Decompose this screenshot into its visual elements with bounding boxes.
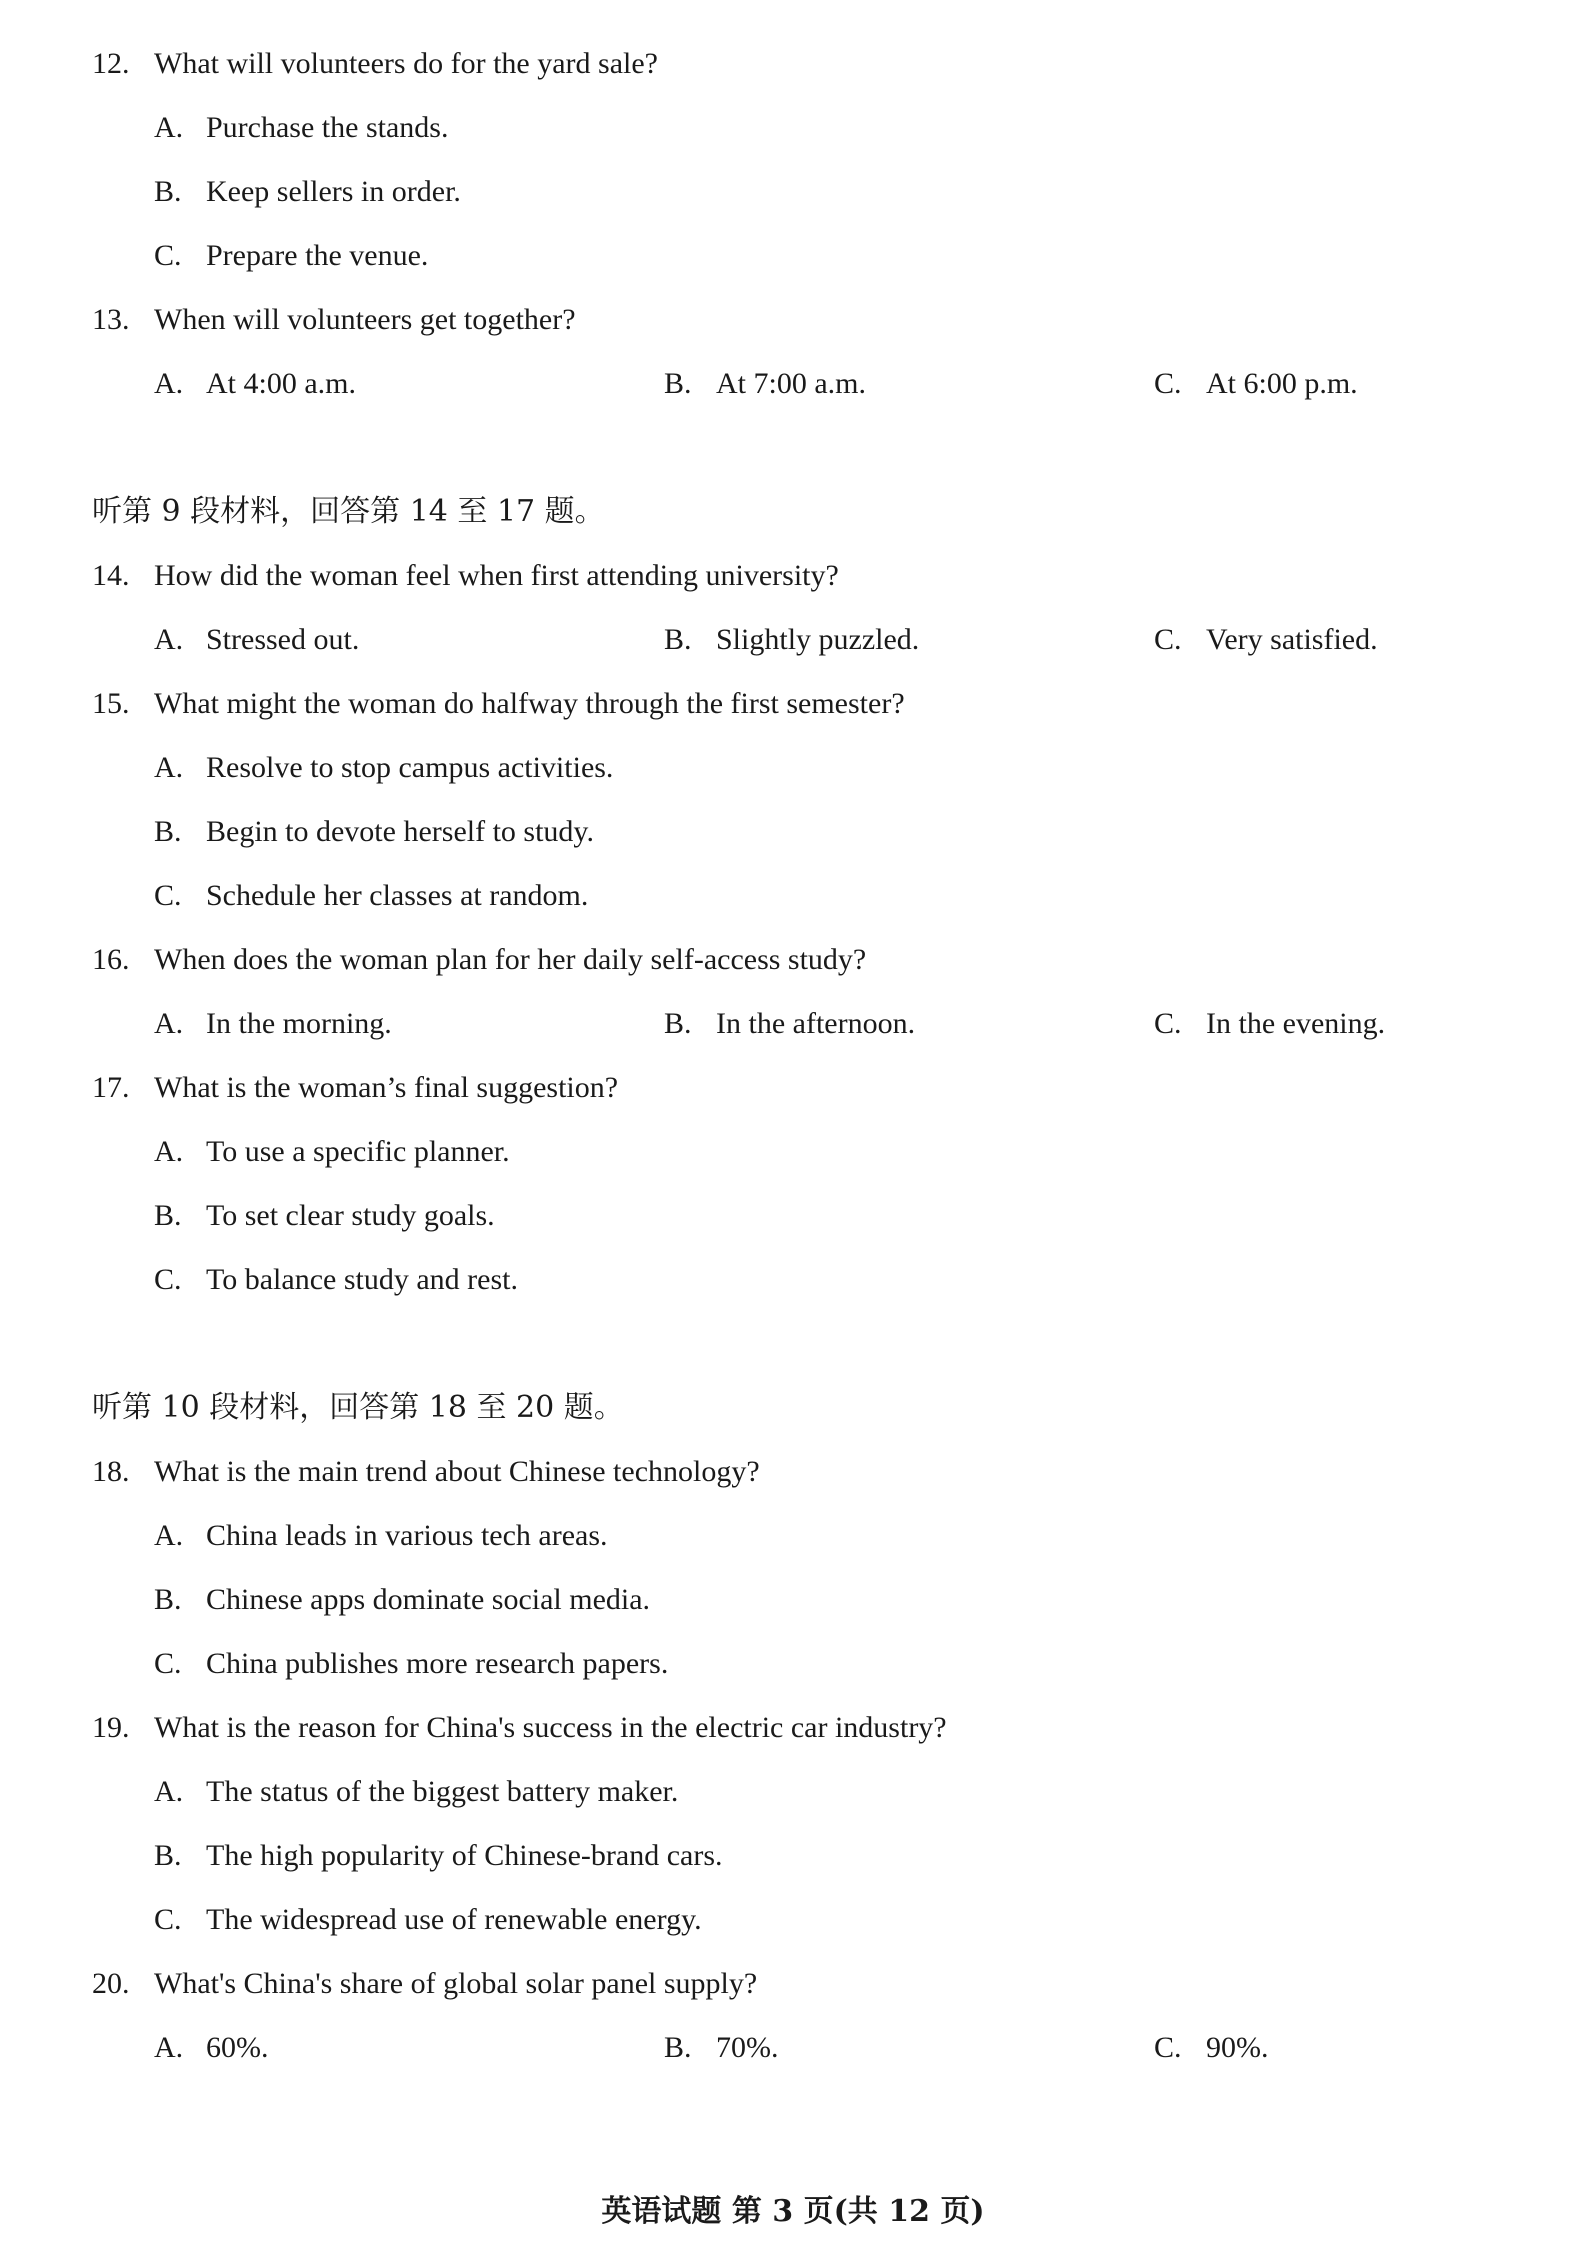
option-letter: C. <box>154 1263 182 1296</box>
option-letter: C. <box>154 1903 182 1936</box>
option-letter: A. <box>154 751 184 784</box>
option-14-b <box>664 620 919 660</box>
option-16-b <box>664 1004 915 1044</box>
option-text: Keep sellers in order. <box>206 175 461 208</box>
option-17-a <box>154 1132 510 1172</box>
option-19-a <box>154 1772 678 1812</box>
option-letter: C. <box>1154 1007 1182 1040</box>
question-text: When does the woman plan for her daily self-access study? <box>154 943 867 976</box>
option-text: Chinese apps dominate social media. <box>206 1583 651 1616</box>
question-text: What will volunteers do for the yard sale? <box>154 47 658 80</box>
page-footer: 英语试题 第 3 页(共 12 页) <box>601 2194 985 2229</box>
option-letter: A. <box>154 1135 184 1168</box>
option-letter: C. <box>154 1647 182 1680</box>
option-text: At 7:00 a.m. <box>716 367 866 400</box>
option-text: Very satisfied. <box>1206 623 1378 656</box>
option-16-a <box>154 1004 392 1044</box>
question-number: 19. <box>92 1711 130 1744</box>
option-12-b <box>154 172 461 212</box>
question-text: When will volunteers get together? <box>154 303 576 336</box>
option-text: Stressed out. <box>206 623 360 656</box>
option-12-c <box>154 236 428 276</box>
option-letter: B. <box>664 1007 692 1040</box>
question-13 <box>92 300 576 340</box>
question-number: 12. <box>92 47 130 80</box>
option-12-a <box>154 108 448 148</box>
option-letter: A. <box>154 2031 184 2064</box>
option-letter: A. <box>154 111 184 144</box>
option-16-c <box>1154 1004 1385 1044</box>
question-number: 14. <box>92 559 130 592</box>
option-text: 60%. <box>206 2031 269 2064</box>
option-letter: C. <box>154 239 182 272</box>
question-text: How did the woman feel when first attending university? <box>154 559 839 592</box>
option-18-b <box>154 1580 650 1620</box>
question-12 <box>92 44 658 84</box>
option-13-c <box>1154 364 1358 404</box>
option-text: In the morning. <box>206 1007 392 1040</box>
option-text: The high popularity of Chinese-brand cars. <box>206 1839 723 1872</box>
option-letter: B. <box>664 367 692 400</box>
option-text: China publishes more research papers. <box>206 1647 669 1680</box>
option-text: China leads in various tech areas. <box>206 1519 608 1552</box>
option-letter: B. <box>664 623 692 656</box>
question-text: What is the main trend about Chinese technology? <box>154 1455 760 1488</box>
section-heading-10: 听第 10 段材料，回答第 18 至 20 题。 <box>92 1390 624 1425</box>
option-text: The status of the biggest battery maker. <box>206 1775 679 1808</box>
option-19-c <box>154 1900 702 1940</box>
option-text: 70%. <box>716 2031 779 2064</box>
option-17-b <box>154 1196 495 1236</box>
option-letter: A. <box>154 623 184 656</box>
option-text: Begin to devote herself to study. <box>206 815 594 848</box>
option-text: Schedule her classes at random. <box>206 879 589 912</box>
option-text: To balance study and rest. <box>206 1263 518 1296</box>
question-number: 13. <box>92 303 130 336</box>
question-text: What might the woman do halfway through the first semester? <box>154 687 905 720</box>
question-number: 15. <box>92 687 130 720</box>
option-20-b <box>664 2028 779 2068</box>
option-letter: B. <box>154 815 182 848</box>
option-letter: A. <box>154 1519 184 1552</box>
option-18-a <box>154 1516 608 1556</box>
option-letter: C. <box>1154 623 1182 656</box>
question-text: What is the woman’s final suggestion? <box>154 1071 619 1104</box>
option-text: To set clear study goals. <box>206 1199 495 1232</box>
option-text: At 4:00 a.m. <box>206 367 356 400</box>
option-letter: C. <box>1154 367 1182 400</box>
section-heading-9: 听第 9 段材料，回答第 14 至 17 题。 <box>92 494 605 529</box>
question-15 <box>92 684 905 724</box>
option-20-c <box>1154 2028 1269 2068</box>
option-text: To use a specific planner. <box>206 1135 510 1168</box>
option-15-c <box>154 876 588 916</box>
question-19 <box>92 1708 947 1748</box>
option-14-c <box>1154 620 1378 660</box>
option-letter: A. <box>154 1007 184 1040</box>
question-number: 20. <box>92 1967 130 2000</box>
option-17-c <box>154 1260 518 1300</box>
question-17 <box>92 1068 618 1108</box>
question-text: What is the reason for China's success in the electric car industry? <box>154 1711 947 1744</box>
option-text: Slightly puzzled. <box>716 623 920 656</box>
option-13-b <box>664 364 866 404</box>
question-number: 17. <box>92 1071 130 1104</box>
option-letter: B. <box>154 1839 182 1872</box>
option-text: Prepare the venue. <box>206 239 429 272</box>
option-14-a <box>154 620 359 660</box>
option-letter: B. <box>154 175 182 208</box>
option-19-b <box>154 1836 723 1876</box>
option-18-c <box>154 1644 668 1684</box>
option-letter: B. <box>154 1583 182 1616</box>
option-13-a <box>154 364 356 404</box>
question-14 <box>92 556 839 596</box>
option-letter: B. <box>664 2031 692 2064</box>
option-letter: A. <box>154 367 184 400</box>
option-15-a <box>154 748 613 788</box>
option-text: In the evening. <box>1206 1007 1386 1040</box>
option-text: In the afternoon. <box>716 1007 916 1040</box>
question-16 <box>92 940 866 980</box>
option-letter: C. <box>1154 2031 1182 2064</box>
option-text: The widespread use of renewable energy. <box>206 1903 702 1936</box>
option-20-a <box>154 2028 269 2068</box>
option-text: 90%. <box>1206 2031 1269 2064</box>
option-15-b <box>154 812 594 852</box>
question-text: What's China's share of global solar panel supply? <box>154 1967 758 2000</box>
option-letter: C. <box>154 879 182 912</box>
question-number: 16. <box>92 943 130 976</box>
option-text: At 6:00 p.m. <box>1206 367 1358 400</box>
option-text: Resolve to stop campus activities. <box>206 751 614 784</box>
option-letter: B. <box>154 1199 182 1232</box>
option-letter: A. <box>154 1775 184 1808</box>
option-text: Purchase the stands. <box>206 111 449 144</box>
question-18 <box>92 1452 760 1492</box>
question-number: 18. <box>92 1455 130 1488</box>
question-20 <box>92 1964 757 2004</box>
